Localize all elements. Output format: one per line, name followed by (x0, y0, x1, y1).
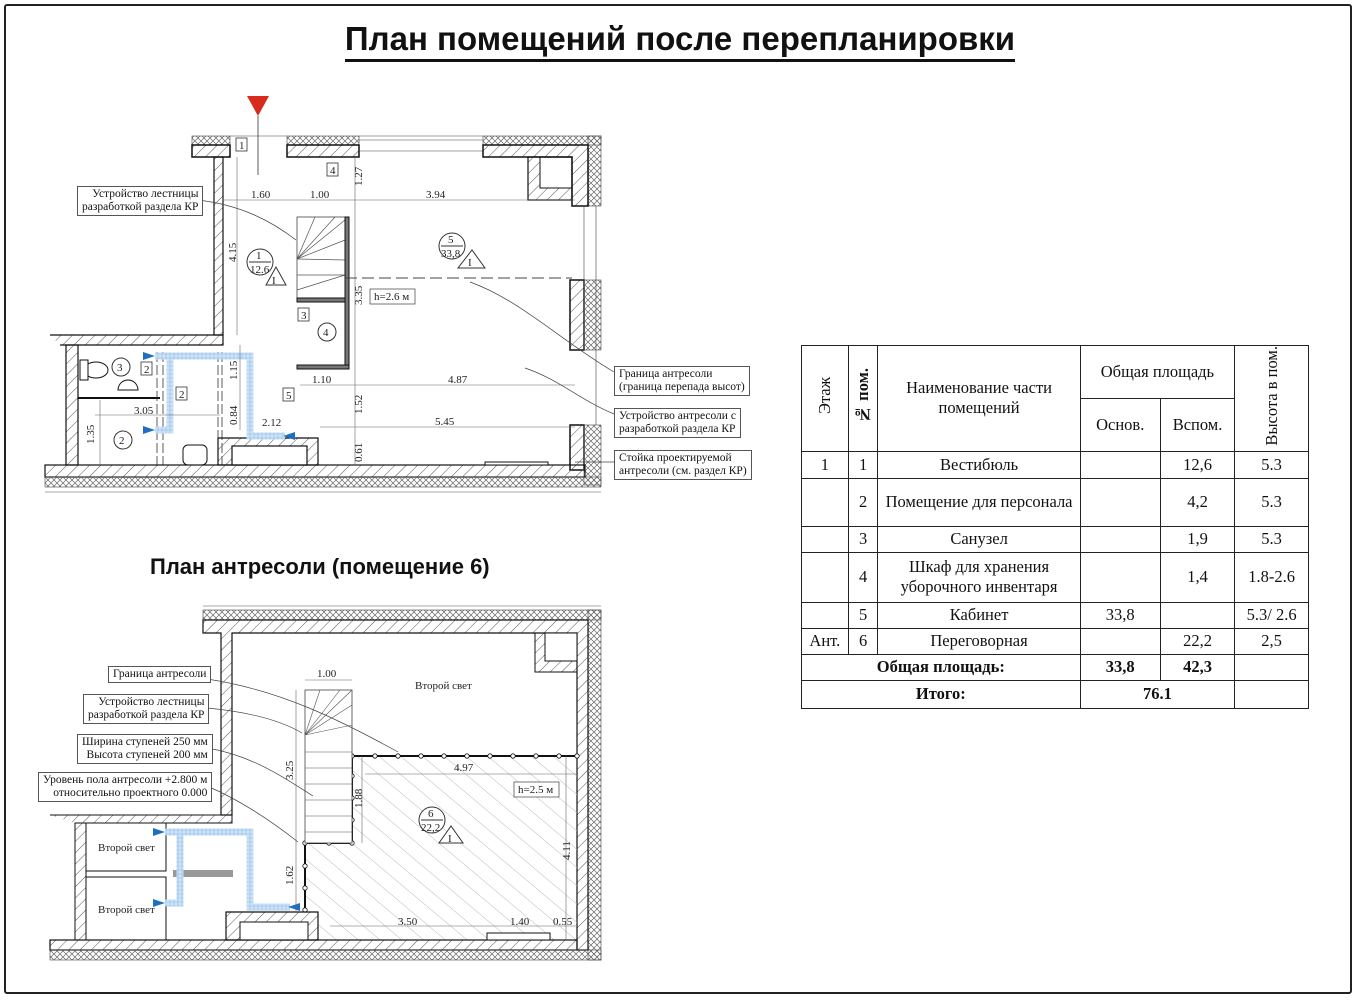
svg-text:5: 5 (286, 390, 292, 402)
note-steps: Ширина ступеней 250 мм Высота ступеней 200 мм (77, 734, 213, 764)
note-mezz-boundary: Граница антресоли (108, 666, 211, 683)
page-title: План помещений после перепланировки (0, 20, 1360, 58)
header-num: № пом. (848, 346, 878, 452)
table-row: 5 Кабинет 33,8 5.3/ 2.6 (802, 602, 1309, 628)
svg-text:33,8: 33,8 (441, 248, 461, 260)
room-marker-3 (112, 358, 130, 376)
svg-text:1: 1 (239, 140, 245, 152)
svg-text:3.94: 3.94 (426, 189, 446, 201)
total-row: Общая площадь: 33,8 42,3 (802, 654, 1309, 680)
svg-text:Второй свет: Второй свет (98, 904, 155, 916)
svg-text:1.27: 1.27 (353, 166, 365, 186)
room-marker-2 (114, 431, 132, 449)
svg-text:6: 6 (428, 808, 434, 820)
note-mezzanine-boundary: Граница антресоли (граница перепада высот) (614, 366, 750, 396)
grand-total-row: Итого: 76.1 (802, 680, 1309, 708)
svg-text:4: 4 (330, 165, 336, 177)
svg-text:1.88: 1.88 (353, 788, 365, 808)
note-mezz-stair: Устройство лестницы разработкой раздела КР (83, 694, 209, 724)
svg-text:3.50: 3.50 (398, 916, 418, 928)
svg-text:2: 2 (144, 364, 150, 376)
rooms-table (801, 345, 1309, 709)
svg-text:2: 2 (119, 435, 125, 447)
entry-marker-icon (247, 96, 269, 116)
svg-text:1.10: 1.10 (312, 374, 332, 386)
header-main: Основ. (1080, 398, 1160, 451)
header-floor: Этаж (802, 346, 849, 452)
table-row: 4 Шкаф для хранения уборочного инвентаря 1,4 1.8-2.6 (802, 552, 1309, 602)
svg-text:5: 5 (448, 234, 454, 246)
svg-text:4.87: 4.87 (448, 374, 468, 386)
svg-text:h=2.5 м: h=2.5 м (518, 784, 554, 796)
svg-text:3.25: 3.25 (284, 760, 296, 780)
svg-text:0.55: 0.55 (553, 916, 573, 928)
svg-text:1.00: 1.00 (310, 189, 330, 201)
header-aux: Вспом. (1160, 398, 1234, 451)
header-height: Высота в пом. (1235, 346, 1309, 452)
note-stair: Устройство лестницы разработкой раздела КР (77, 186, 203, 216)
note-floor-level: Уровень пола антресоли +2.800 м относительно проектного 0.000 (38, 772, 212, 802)
svg-text:4.97: 4.97 (454, 762, 474, 774)
svg-text:2.12: 2.12 (262, 417, 282, 429)
note-mezzanine-construction: Устройство антресоли с разработкой раздела КР (614, 408, 741, 438)
svg-text:Второй свет: Второй свет (98, 842, 155, 854)
svg-text:1.15: 1.15 (228, 360, 240, 380)
svg-text:1.00: 1.00 (317, 668, 337, 680)
svg-text:1.40: 1.40 (510, 916, 530, 928)
svg-text:3: 3 (301, 310, 307, 322)
svg-text:I: I (448, 833, 452, 845)
svg-text:5.45: 5.45 (435, 416, 455, 428)
svg-text:1.52: 1.52 (353, 394, 365, 414)
room-marker-4 (318, 323, 336, 341)
svg-text:4.11: 4.11 (561, 841, 573, 860)
sink-icon (118, 380, 138, 390)
sink-icon (183, 445, 207, 465)
svg-text:4: 4 (323, 327, 329, 339)
svg-text:3.05: 3.05 (134, 405, 154, 417)
svg-text:1: 1 (256, 250, 262, 262)
table-row: 2 Помещение для персонала 4,2 5.3 (802, 478, 1309, 526)
svg-text:Второй свет: Второй свет (415, 680, 472, 692)
room-marker-5 (439, 233, 485, 269)
table-row: 3 Санузел 1,9 5.3 (802, 526, 1309, 552)
table-row: 1 1 Вестибюль 12,6 5.3 (802, 451, 1309, 478)
svg-text:3.35: 3.35 (353, 285, 365, 305)
svg-text:0.84: 0.84 (228, 405, 240, 425)
header-name: Наименование части помещений (878, 346, 1080, 452)
table-row: Ант. 6 Переговорная 22,2 2,5 (802, 628, 1309, 654)
mezzanine-title: План антресоли (помещение 6) (150, 554, 490, 579)
svg-text:I: I (272, 275, 276, 287)
svg-text:0.61: 0.61 (353, 442, 365, 462)
svg-text:h=2.6 м: h=2.6 м (374, 291, 410, 303)
svg-text:I: I (468, 257, 472, 269)
svg-text:22,2: 22,2 (421, 822, 441, 834)
svg-text:1.62: 1.62 (284, 865, 296, 885)
svg-text:1.60: 1.60 (251, 189, 271, 201)
svg-text:2: 2 (179, 389, 185, 401)
note-mezzanine-post: Стойка проектируемой антресоли (см. раздел КР) (614, 450, 752, 480)
svg-text:12.6: 12.6 (250, 264, 270, 276)
svg-text:4.15: 4.15 (227, 242, 239, 262)
room-marker-1 (247, 249, 286, 287)
svg-text:1.35: 1.35 (85, 424, 97, 444)
header-area: Общая площадь (1080, 346, 1235, 399)
svg-text:3: 3 (117, 362, 123, 374)
